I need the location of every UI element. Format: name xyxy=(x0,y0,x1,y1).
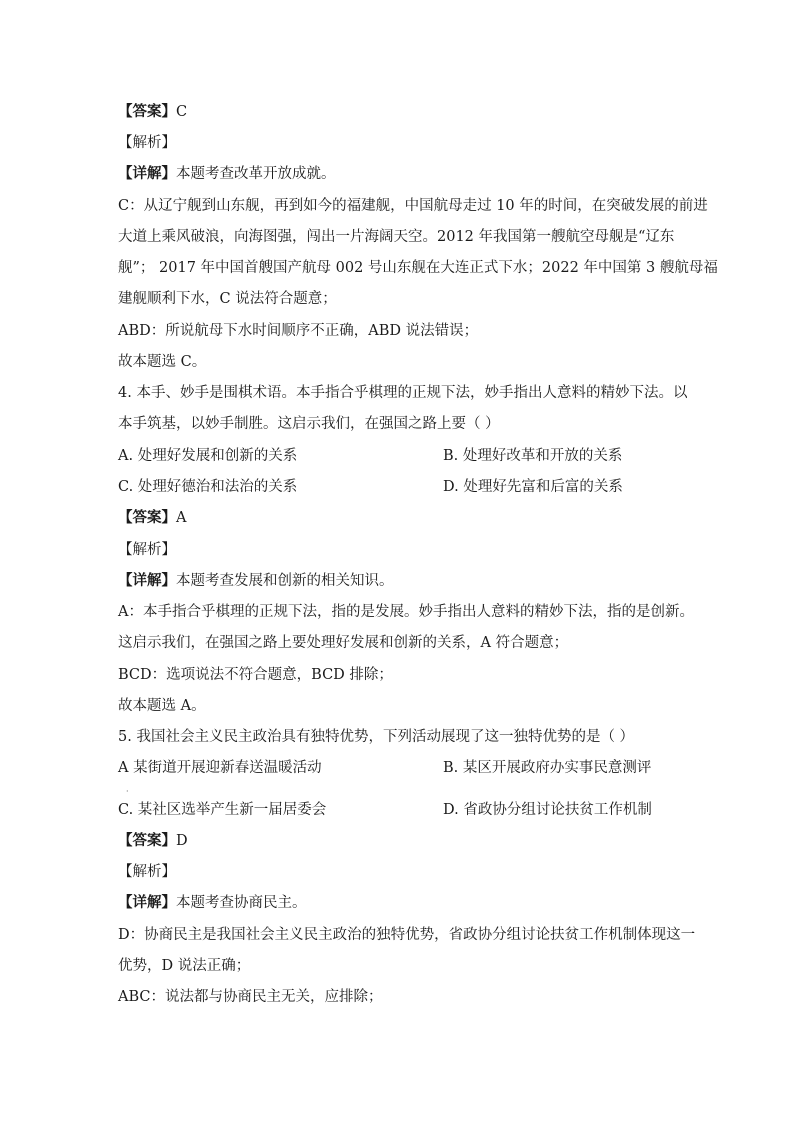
explanation-line: D：协商民主是我国社会主义民主政治的独特优势，省政协分组讨论扶贫工作机制体现这一 xyxy=(118,927,696,943)
answer-value: A xyxy=(176,510,187,526)
detail-line xyxy=(118,893,307,913)
answer-line xyxy=(118,102,187,122)
analysis-label: 【解析】 xyxy=(118,864,176,880)
answer-label: 【答案】 xyxy=(118,832,176,849)
answer-value: D xyxy=(176,833,188,849)
answer-label: 【答案】 xyxy=(118,509,176,526)
option-a: A 某街道开展迎新春送温暖活动 xyxy=(118,760,322,776)
explanation-line: 建舰顺利下水，C 说法符合题意； xyxy=(118,291,337,307)
answer-label: 【答案】 xyxy=(118,103,176,120)
explanation-line: 这启示我们，在强国之路上要处理好发展和创新的关系，A 符合题意； xyxy=(118,635,569,651)
detail-line xyxy=(118,164,336,184)
explanation-line: 舰”； 2017 年中国首艘国产航母 002 号山东舰在大连正式下水；2022 年中国第 3 艘航母福 xyxy=(118,260,718,276)
question-stem: 4. 本手、妙手是围棋术语。本手指合乎棋理的正规下法，妙手指出人意料的精妙下法。以 xyxy=(118,385,688,401)
question-stem: 本手筑基，以妙手制胜。这启示我们，在强国之路上要（ ） xyxy=(118,416,500,432)
explanation-line: A：本手指合乎棋理的正规下法，指的是发展。妙手指出人意料的精妙下法，指的是创新。 xyxy=(118,604,694,620)
conclusion-line: 故本题选 A。 xyxy=(118,698,206,714)
analysis-label: 【解析】 xyxy=(118,542,176,558)
answer-value: C xyxy=(176,104,188,120)
option-d: D. 省政协分组讨论扶贫工作机制 xyxy=(443,802,652,818)
detail-line xyxy=(118,571,394,591)
explanation-line: BCD：选项说法不符合题意，BCD 排除； xyxy=(118,667,393,683)
detail-label: 【详解】 xyxy=(118,572,176,589)
analysis-label: 【解析】 xyxy=(118,135,176,151)
answer-line xyxy=(118,508,186,528)
conclusion-line: 故本题选 C。 xyxy=(118,354,207,370)
detail-label: 【详解】 xyxy=(118,894,176,911)
detail-text: 本题考查发展和创新的相关知识。 xyxy=(176,573,394,589)
option-b: B. 某区开展政府办实事民意测评 xyxy=(443,760,652,776)
option-b: B. 处理好改革和开放的关系 xyxy=(443,448,623,464)
stray-dot: · xyxy=(126,787,129,796)
explanation-line: ABC：说法都与协商民主无关，应排除； xyxy=(118,989,383,1005)
option-d: D. 处理好先富和后富的关系 xyxy=(443,479,623,495)
option-a: A. 处理好发展和创新的关系 xyxy=(118,448,298,464)
option-c: C. 处理好德治和法治的关系 xyxy=(118,479,298,495)
detail-label: 【详解】 xyxy=(118,165,176,182)
option-c: C. 某社区选举产生新一届居委会 xyxy=(118,802,327,818)
detail-text: 本题考查改革开放成就。 xyxy=(176,166,336,182)
explanation-line: C：从辽宁舰到山东舰，再到如今的福建舰，中国航母走过 10 年的时间，在突破发展的前进 xyxy=(118,198,708,214)
question-stem: 5. 我国社会主义民主政治具有独特优势，下列活动展现了这一独特优势的是（ ） xyxy=(118,729,635,745)
detail-text: 本题考查协商民主。 xyxy=(176,895,307,911)
explanation-line: ABD：所说航母下水时间顺序不正确，ABD 说法错误； xyxy=(118,323,479,339)
explanation-line: 大道上乘风破浪，向海图强，闯出一片海阔天空。2012 年我国第一艘航空母舰是“辽东 xyxy=(118,229,675,245)
explanation-line: 优势，D 说法正确； xyxy=(118,958,251,974)
answer-line xyxy=(118,831,188,851)
